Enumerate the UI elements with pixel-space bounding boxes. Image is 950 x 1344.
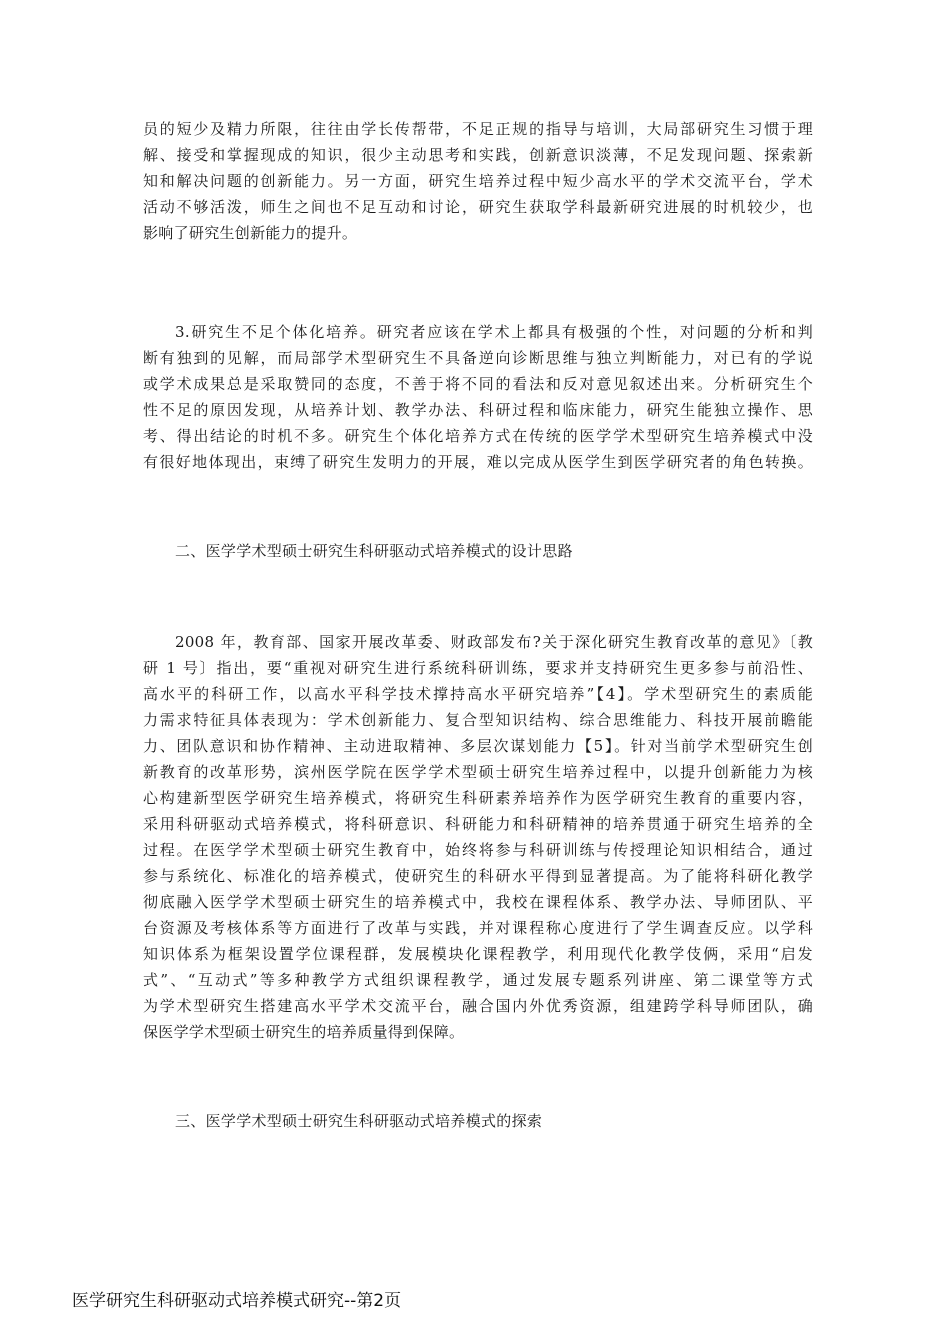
text-line: 知和解决问题的创新能力。另一方面，研究生培养过程中短少高水平的学术交流平台，学术	[143, 172, 813, 190]
text-line: 断有独到的见解，而局部学术型研究生不具备逆向诊断思维与独立判断能力，对已有的学说	[143, 349, 813, 367]
text-line: 新教育的改革形势，滨州医学院在医学学术型硕士研究生培养过程中，以提升创新能力为核	[143, 763, 813, 781]
text-line: 保医学学术型硕士研究生的培养质量得到保障。	[143, 1023, 465, 1041]
text-line: 有很好地体现出，束缚了研究生发明力的开展，难以完成从医学生到医学研究者的角色转换。	[143, 453, 813, 471]
text-line: 解、接受和掌握现成的知识，很少主动思考和实践，创新意识淡薄，不足发现问题、探索新	[143, 146, 813, 164]
text-line: 或学术成果总是采取赞同的态度，不善于将不同的看法和反对意见叙述出来。分析研究生个	[143, 375, 813, 393]
text-line: 式”、“互动式”等多种教学方式组织课程教学，通过发展专题系列讲座、第二课堂等方式	[143, 971, 813, 989]
text-line: 为学术型研究生搭建高水平学术交流平台，融合国内外优秀资源，组建跨学科导师团队，确	[143, 997, 813, 1015]
text-line: 力需求特征具体表现为：学术创新能力、复合型知识结构、综合思维能力、科技开展前瞻能	[143, 711, 813, 729]
text-line: 活动不够活泼，师生之间也不足互动和讨论，研究生获取学科最新研究进展的时机较少，也	[143, 198, 813, 216]
text-line: 员的短少及精力所限，往往由学长传帮带，不足正规的指导与培训，大局部研究生习惯于理	[143, 120, 813, 138]
text-line: 台资源及考核体系等方面进行了改革与实践，并对课程称心度进行了学生调查反应。以学科	[143, 919, 813, 937]
text-line: 心构建新型医学研究生培养模式，将研究生科研素养培养作为医学研究生教育的重要内容，	[143, 789, 813, 807]
text-line: 彻底融入医学学术型硕士研究生的培养模式中，我校在课程体系、教学办法、导师团队、平	[143, 893, 813, 911]
text-line: 3.研究生不足个体化培养。研究者应该在学术上都具有极强的个性，对问题的分析和判	[175, 323, 813, 341]
text-line: 性不足的原因发现，从培养计划、教学办法、科研过程和临床能力，研究生能独立操作、思	[143, 401, 813, 419]
text-line: 采用科研驱动式培养模式，将科研意识、科研能力和科研精神的培养贯通于研究生培养的全	[143, 815, 813, 833]
text-line: 力、团队意识和协作精神、主动进取精神、多层次谋划能力【5】。针对当前学术型研究生创	[143, 737, 813, 755]
text-line: 参与系统化、标准化的培养模式，使研究生的科研水平得到显著提高。为了能将科研化教学	[143, 867, 813, 885]
text-line: 过程。在医学学术型硕士研究生教育中，始终将参与科研训练与传授理论知识相结合，通过	[143, 841, 813, 859]
text-line: 知识体系为框架设置学位课程群，发展模块化课程教学，利用现代化教学伎俩，采用“启发	[143, 945, 813, 963]
text-line: 高水平的科研工作，以高水平科学技术撑持高水平研究培养”【4】。学术型研究生的素质能	[143, 685, 813, 703]
section-heading-2: 二、医学学术型硕士研究生科研驱动式培养模式的设计思路	[175, 542, 573, 560]
text-line: 研 1 号〕指出，要“重视对研究生进行系统科研训练，要求并支持研究生更多参与前沿性、	[143, 659, 813, 677]
section-heading-3: 三、医学学术型硕士研究生科研驱动式培养模式的探索	[175, 1112, 543, 1130]
text-line: 影响了研究生创新能力的提升。	[143, 224, 358, 242]
page-footer: 医学研究生科研驱动式培养模式研究--第2页	[72, 1291, 402, 1311]
text-line: 2008 年，教育部、国家开展改革委、财政部发布?关于深化研究生教育改革的意见》〔教	[175, 633, 813, 651]
text-line: 考、得出结论的时机不多。研究生个体化培养方式在传统的医学学术型研究生培养模式中没	[143, 427, 813, 445]
